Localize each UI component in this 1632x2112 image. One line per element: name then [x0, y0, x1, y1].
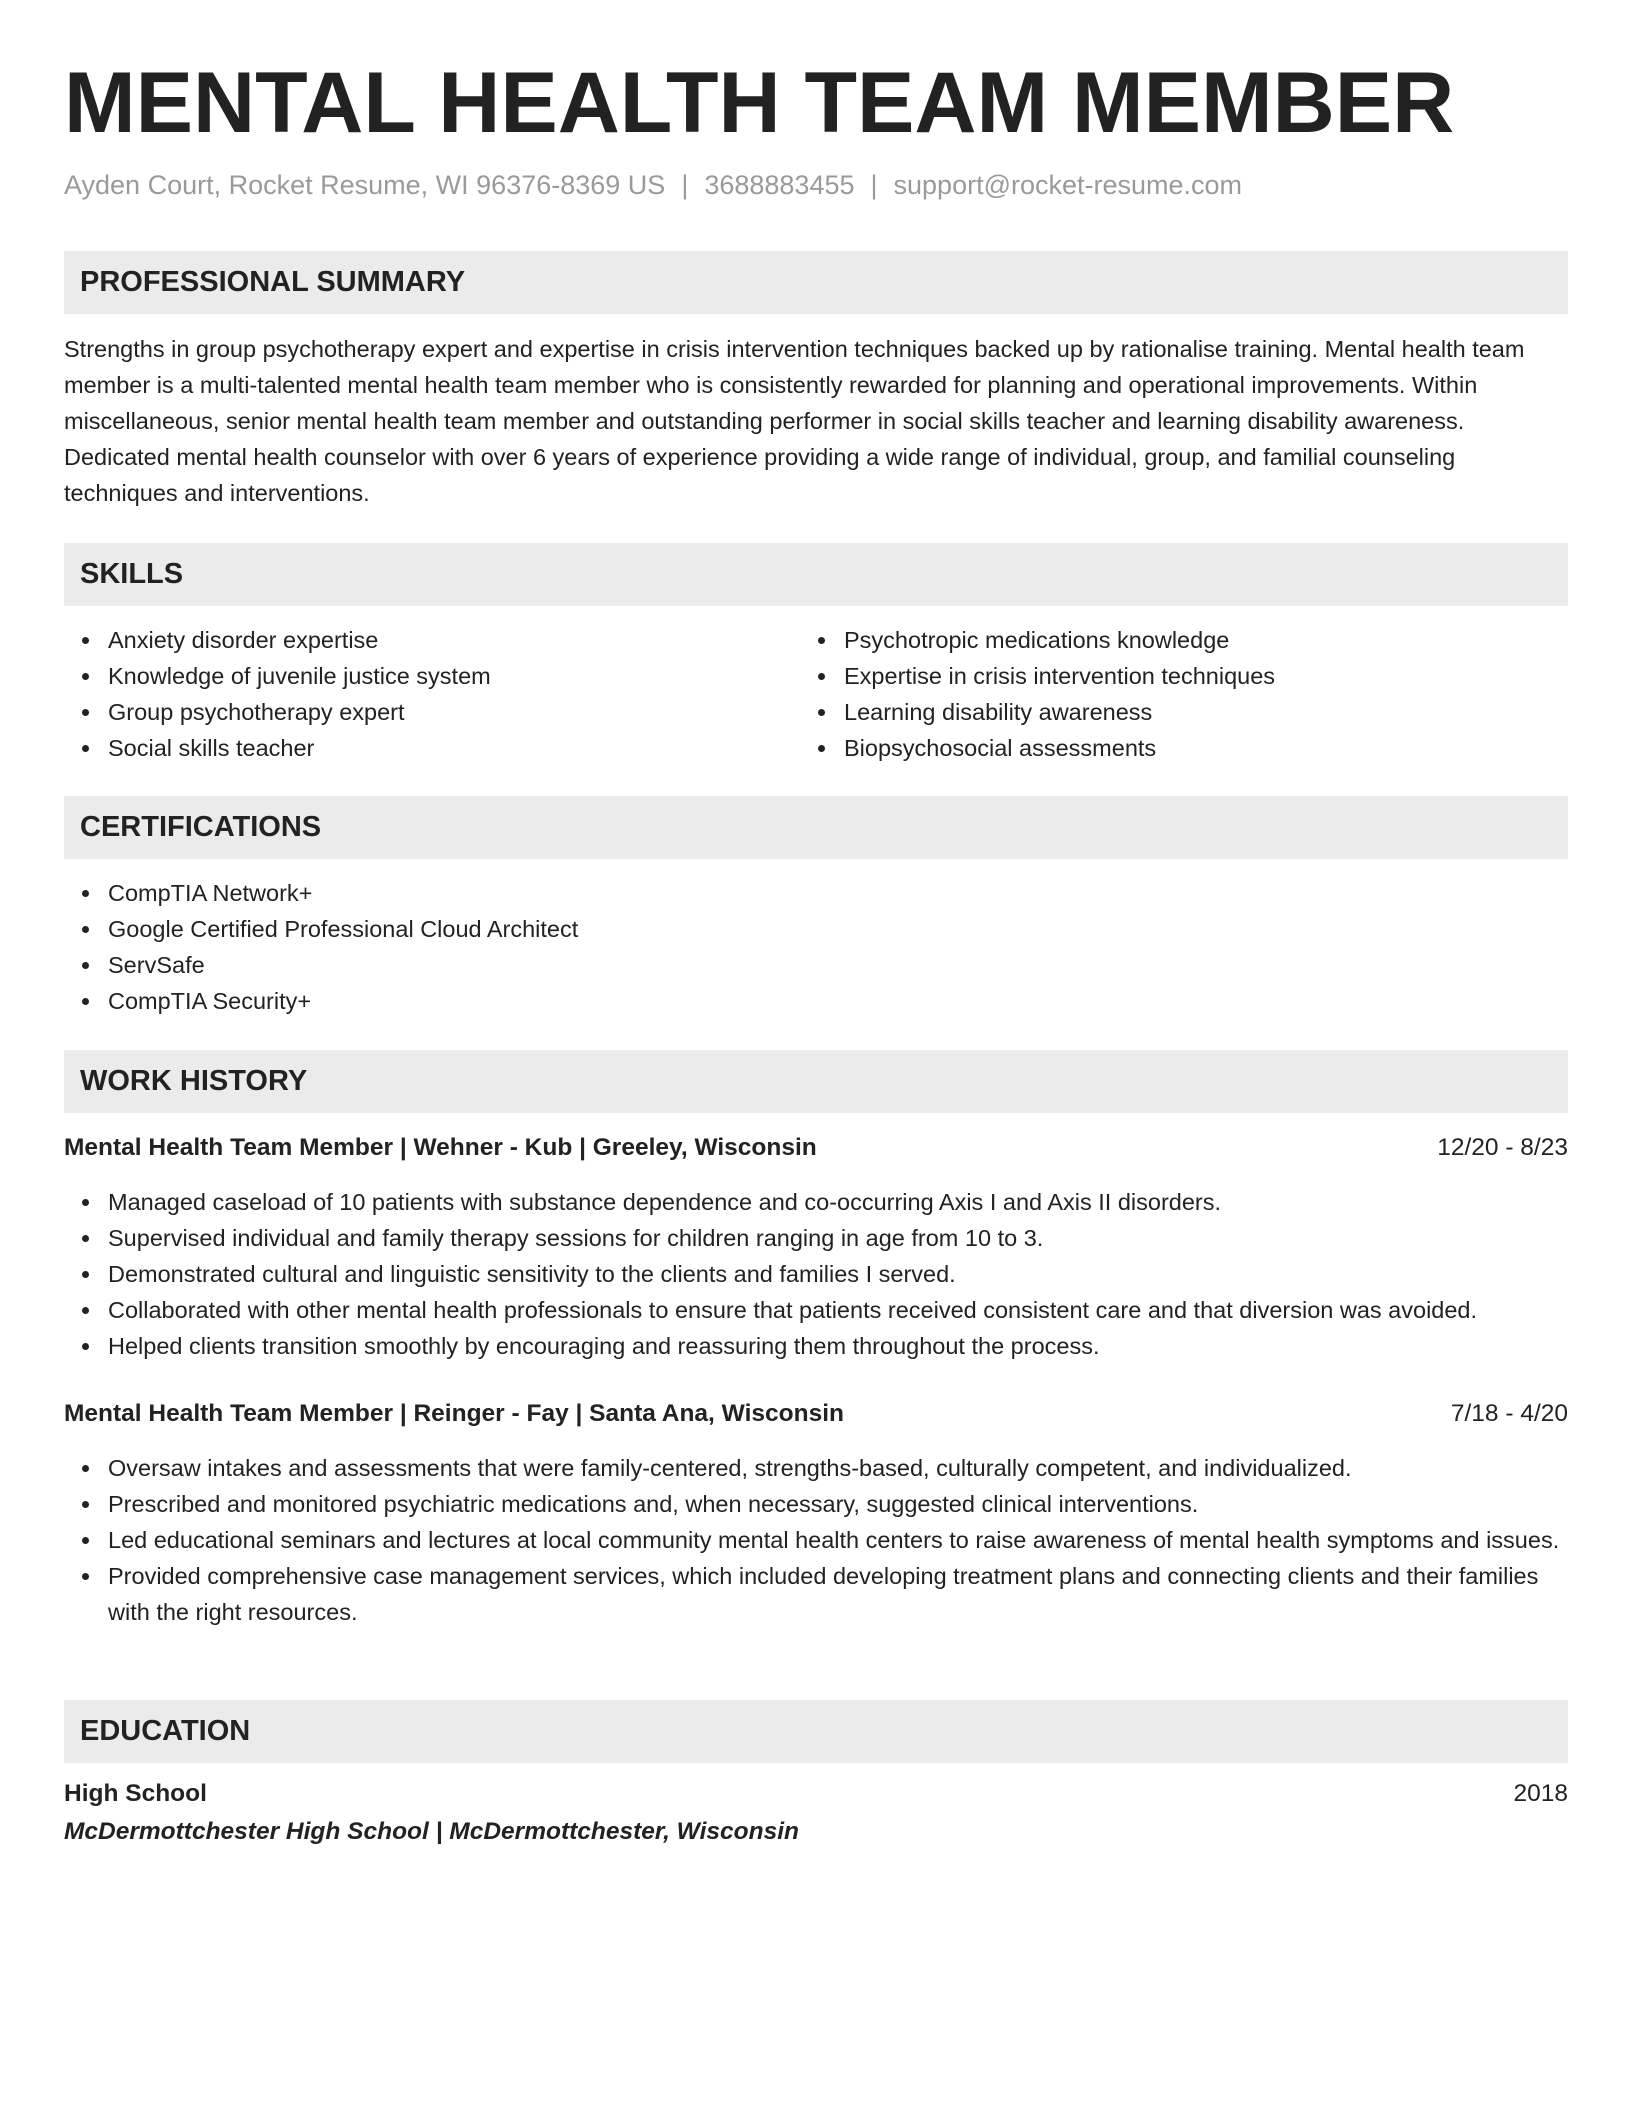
education-school: McDermottchester High School | McDermottchester, Wisconsin	[64, 1818, 799, 1845]
job-title: Mental Health Team Member | Reinger - Fay | Santa Ana, Wisconsin	[64, 1400, 844, 1427]
certification-item: CompTIA Security+	[64, 983, 1568, 1019]
job-bullet: Helped clients transition smoothly by encouraging and reassuring them throughout the process.	[64, 1328, 1568, 1364]
job-bullets	[64, 1450, 1568, 1630]
skill-item: Learning disability awareness	[800, 694, 1560, 730]
skill-item: Biopsychosocial assessments	[800, 730, 1560, 766]
education-degree: High School	[64, 1780, 207, 1807]
job-bullet: Provided comprehensive case management services, which included developing treatment plans and connecting clients and their families with the right resources.	[64, 1558, 1568, 1630]
summary-text: Strengths in group psychotherapy expert and expertise in crisis intervention techniques backed up by rationalise training. Mental health team member is a multi-talented mental health team member who is consistently rewarded for planning and operational improvements. Within miscellaneous, senior mental health team member and outstanding performer in social skills teacher and learning disability awareness. Dedicated mental health counselor with over 6 years of experience providing a wide range of individual, group, and familial counseling techniques and interventions.	[64, 336, 1525, 506]
contact-separator: |	[681, 170, 689, 200]
skills-list-right	[800, 622, 1560, 766]
section-heading-skills: SKILLS	[64, 543, 1568, 606]
skill-item: Anxiety disorder expertise	[64, 622, 784, 658]
contact-separator: |	[870, 170, 878, 200]
certification-item: CompTIA Network+	[64, 875, 1568, 911]
contact-line	[64, 165, 1242, 205]
certification-item: ServSafe	[64, 947, 1568, 983]
contact-phone: 3688883455	[704, 170, 855, 200]
job-bullet: Supervised individual and family therapy sessions for children ranging in age from 10 to 3.	[64, 1220, 1568, 1256]
job-bullet: Managed caseload of 10 patients with substance dependence and co-occurring Axis I and Axis II disorders.	[64, 1184, 1568, 1220]
job-bullet: Demonstrated cultural and linguistic sensitivity to the clients and families I served.	[64, 1256, 1568, 1292]
job-dates: 12/20 - 8/23	[1437, 1134, 1568, 1161]
section-heading-certifications: CERTIFICATIONS	[64, 796, 1568, 859]
job-bullet: Oversaw intakes and assessments that were family-centered, strengths-based, culturally competent, and individualized.	[64, 1450, 1568, 1486]
job-title: Mental Health Team Member | Wehner - Kub | Greeley, Wisconsin	[64, 1134, 817, 1161]
skills-list-left	[64, 622, 784, 766]
skill-item: Expertise in crisis intervention techniques	[800, 658, 1560, 694]
education-year: 2018	[1513, 1780, 1568, 1807]
section-heading-education: EDUCATION	[64, 1700, 1568, 1763]
contact-email: support@rocket-resume.com	[893, 170, 1243, 200]
skill-item: Group psychotherapy expert	[64, 694, 784, 730]
skill-item: Knowledge of juvenile justice system	[64, 658, 784, 694]
job-bullet: Led educational seminars and lectures at local community mental health centers to raise awareness of mental health symptoms and issues.	[64, 1522, 1568, 1558]
candidate-name: MENTAL HEALTH TEAM MEMBER	[64, 55, 1455, 151]
section-heading-summary: PROFESSIONAL SUMMARY	[64, 251, 1568, 314]
skill-item: Psychotropic medications knowledge	[800, 622, 1560, 658]
certifications-list	[64, 875, 1568, 1019]
job-bullet: Prescribed and monitored psychiatric medications and, when necessary, suggested clinical interventions.	[64, 1486, 1568, 1522]
job-dates: 7/18 - 4/20	[1450, 1400, 1568, 1427]
job-bullets	[64, 1184, 1568, 1364]
certification-item: Google Certified Professional Cloud Architect	[64, 911, 1568, 947]
contact-address: Ayden Court, Rocket Resume, WI 96376-8369 US	[64, 170, 666, 200]
skill-item: Social skills teacher	[64, 730, 784, 766]
job-bullet: Collaborated with other mental health professionals to ensure that patients received consistent care and that diversion was avoided.	[64, 1292, 1568, 1328]
section-heading-work-history: WORK HISTORY	[64, 1050, 1568, 1113]
